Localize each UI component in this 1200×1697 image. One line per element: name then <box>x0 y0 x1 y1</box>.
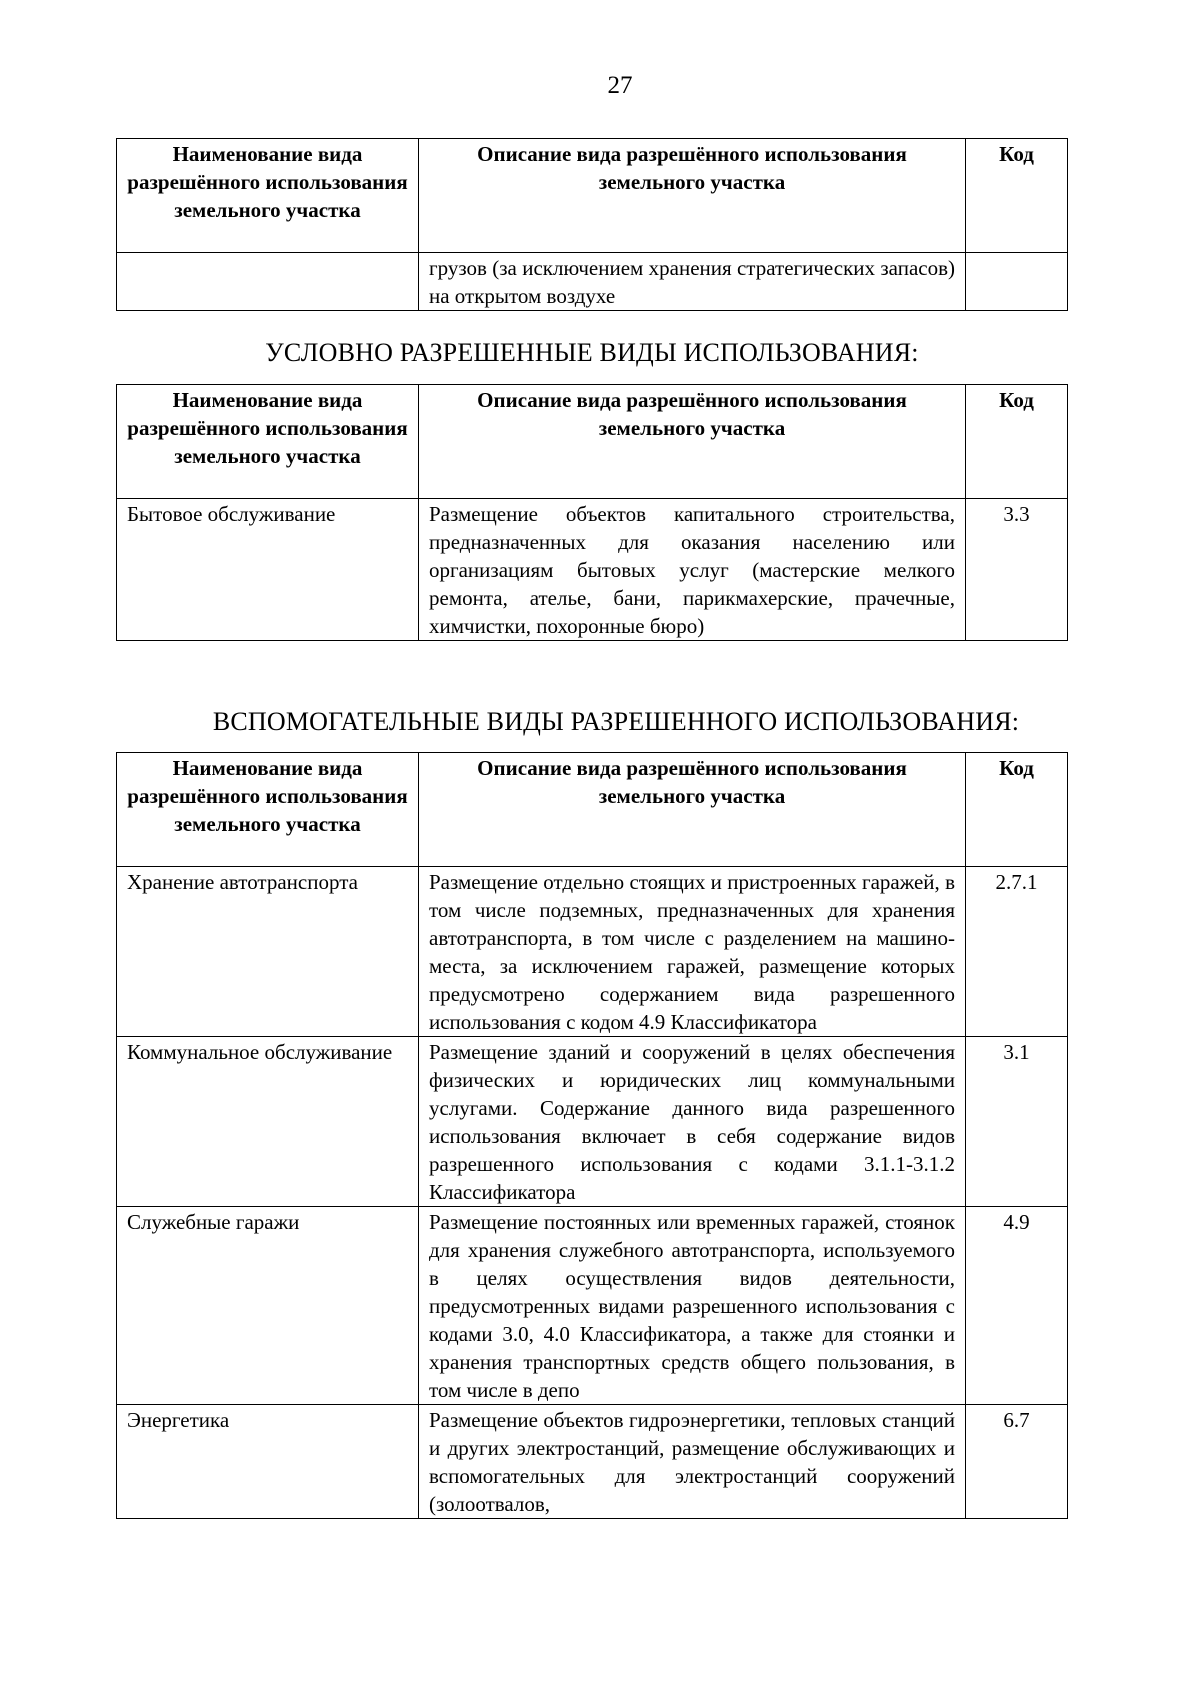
row-name-cell: Бытовое обслуживание <box>117 499 419 641</box>
row-code-cell: 3.3 <box>966 499 1068 641</box>
table-header-row <box>117 753 1068 867</box>
row-desc-cell: Размещение постоянных или временных гаражей, стоянок для хранения служебного автотранспорта, используемого в целях осуществления видов деятельности, предусмотренных видами разрешенного использования с кодами 3.0, 4.0 Классификатора, а также для стоянки и хранения транспортных средств общего пользования, в том числе в депо <box>419 1207 966 1405</box>
row-desc-cell: Размещение объектов гидроэнергетики, тепловых станций и других электростанций, размещение обслуживающих и вспомогательных для электростанций сооружений (золоотвалов, <box>419 1405 966 1519</box>
row-name-cell: Служебные гаражи <box>117 1207 419 1405</box>
header-desc-cell: Описание вида разрешённого использования земельного участка <box>419 753 966 867</box>
header-name-cell: Наименование вида разрешённого использования земельного участка <box>117 753 419 867</box>
row-desc-cell: Размещение объектов капитального строительства, предназначенных для оказания населению или организациям бытовых услуг (мастерские мелкого ремонта, ателье, бани, парикмахерские, прачечные, химчистки, похоронные бюро) <box>419 499 966 641</box>
row-name-cell: Энергетика <box>117 1405 419 1519</box>
row-name-cell: Хранение автотранспорта <box>117 867 419 1037</box>
row-code-cell: 6.7 <box>966 1405 1068 1519</box>
table-header-row <box>117 385 1068 499</box>
row-code-cell <box>966 253 1068 311</box>
row-desc-cell: Размещение зданий и сооружений в целях обеспечения физических и юридических лиц коммунальными услугами. Содержание данного вида разрешенного использования включает в себя содержание видов разрешенного использования с кодами 3.1.1-3.1.2 Классификатора <box>419 1037 966 1207</box>
row-code-cell: 3.1 <box>966 1037 1068 1207</box>
header-desc-cell: Описание вида разрешённого использования земельного участка <box>419 385 966 499</box>
row-desc-cell: грузов (за исключением хранения стратегических запасов) на открытом воздухе <box>419 253 966 311</box>
table-auxiliary-uses <box>116 752 1068 1519</box>
row-code-cell: 2.7.1 <box>966 867 1068 1037</box>
header-name-cell: Наименование вида разрешённого использования земельного участка <box>117 385 419 499</box>
header-code-cell: Код <box>966 753 1068 867</box>
row-name-cell <box>117 253 419 311</box>
row-name-cell: Коммунальное обслуживание <box>117 1037 419 1207</box>
table-row <box>117 499 1068 641</box>
header-desc-cell: Описание вида разрешённого использования земельного участка <box>419 139 966 253</box>
section-title-auxiliary: ВСПОМОГАТЕЛЬНЫЕ ВИДЫ РАЗРЕШЕННОГО ИСПОЛЬЗОВАНИЯ: <box>212 707 1020 736</box>
table-conditional-uses <box>116 384 1068 641</box>
header-code-cell: Код <box>966 139 1068 253</box>
table-header-row <box>117 139 1068 253</box>
header-name-cell: Наименование вида разрешённого использования земельного участка <box>117 139 419 253</box>
row-desc-cell: Размещение отдельно стоящих и пристроенных гаражей, в том числе подземных, предназначенных для хранения автотранспорта, в том числе с разделением на машино-места, за исключением гаражей, размещение которых предусмотрено содержанием вида разрешенного использования с кодом 4.9 Классификатора <box>419 867 966 1037</box>
table-row <box>117 1405 1068 1519</box>
table-row <box>117 867 1068 1037</box>
section-title-conditional: УСЛОВНО РАЗРЕШЕННЫЕ ВИДЫ ИСПОЛЬЗОВАНИЯ: <box>265 338 919 367</box>
table-row <box>117 1207 1068 1405</box>
page-number: 27 <box>607 72 633 99</box>
header-code-cell: Код <box>966 385 1068 499</box>
table-continuation <box>116 138 1068 311</box>
row-code-cell: 4.9 <box>966 1207 1068 1405</box>
table-row <box>117 1037 1068 1207</box>
table-row <box>117 253 1068 311</box>
